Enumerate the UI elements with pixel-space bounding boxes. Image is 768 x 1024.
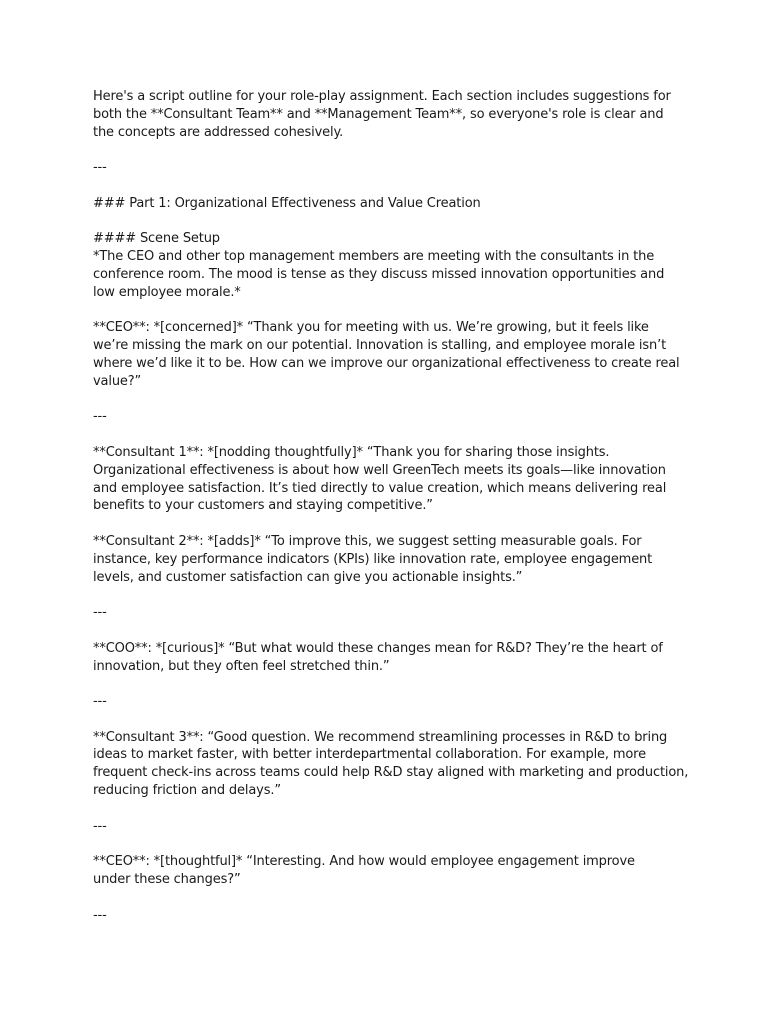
text-line: frequent check-ins across teams could help R&D stay aligned with marketing and production, [93,765,689,781]
blank-line [93,586,693,604]
text-line: value?” [93,373,142,389]
separator-line: --- [93,605,107,621]
blank-line [93,426,693,444]
blank-line [93,622,693,640]
text-line: where we’d like it to be. How can we improve our organizational effectiveness to create real [93,355,680,371]
text-line: **CEO**: *[concerned]* “Thank you for meeting with us. We’re growing, but it feels like [93,320,649,336]
text-line: ### Part 1: Organizational Effectiveness and Value Creation [93,195,481,211]
blank-line [93,391,693,409]
text-line: Organizational effectiveness is about how well GreenTech meets its goals—like innovation [93,462,666,478]
separator-line: --- [93,694,107,710]
text-line: and employee satisfaction. It’s tied directly to value creation, which means delivering real [93,480,667,496]
blank-line [93,800,693,818]
blank-line [93,141,693,159]
text-line: under these changes?” [93,872,241,888]
text-line: **CEO**: *[thoughtful]* “Interesting. And how would employee engagement improve [93,854,635,870]
blank-line [93,889,693,907]
text-line: **Consultant 3**: “Good question. We recommend streamlining processes in R&D to bring [93,729,668,745]
blank-line [93,515,693,533]
text-line: *The CEO and other top management members are meeting with the consultants in the [93,249,655,265]
separator-line: --- [93,160,107,176]
text-line: **Consultant 1**: *[nodding thoughtfully]* “Thank you for sharing those insights. [93,444,610,460]
text-line: conference room. The mood is tense as they discuss missed innovation opportunities and [93,266,665,282]
separator-line: --- [93,409,107,425]
text-line: both the **Consultant Team** and **Management Team**, so everyone's role is clear and [93,106,664,122]
text-line: ideas to market faster, with better interdepartmental collaboration. For example, more [93,747,646,763]
separator-line: --- [93,818,107,834]
blank-line [93,302,693,320]
text-line: **Consultant 2**: *[adds]* “To improve this, we suggest setting measurable goals. For [93,533,642,549]
document-page [93,88,693,924]
text-line: levels, and customer satisfaction can give you actionable insights.” [93,569,523,585]
blank-line [93,213,693,231]
blank-line [93,835,693,853]
text-line: Here's a script outline for your role-play assignment. Each section includes suggestions for [93,89,671,104]
text-line: #### Scene Setup [93,231,220,247]
separator-line: --- [93,907,107,923]
blank-line [93,177,693,195]
blank-line [93,675,693,693]
text-line: innovation, but they often feel stretched thin.” [93,658,390,674]
blank-line [93,711,693,729]
text-line: instance, key performance indicators (KPIs) like innovation rate, employee engagement [93,551,653,567]
text-line: reducing friction and delays.” [93,783,281,799]
text-line: low employee morale.* [93,284,241,300]
text-line: **COO**: *[curious]* “But what would these changes mean for R&D? They’re the heart of [93,640,663,656]
text-line: benefits to your customers and staying competitive.” [93,498,433,514]
text-line: we’re missing the mark on our potential. Innovation is stalling, and employee morale isn’t [93,338,667,354]
text-line: the concepts are addressed cohesively. [93,124,344,140]
